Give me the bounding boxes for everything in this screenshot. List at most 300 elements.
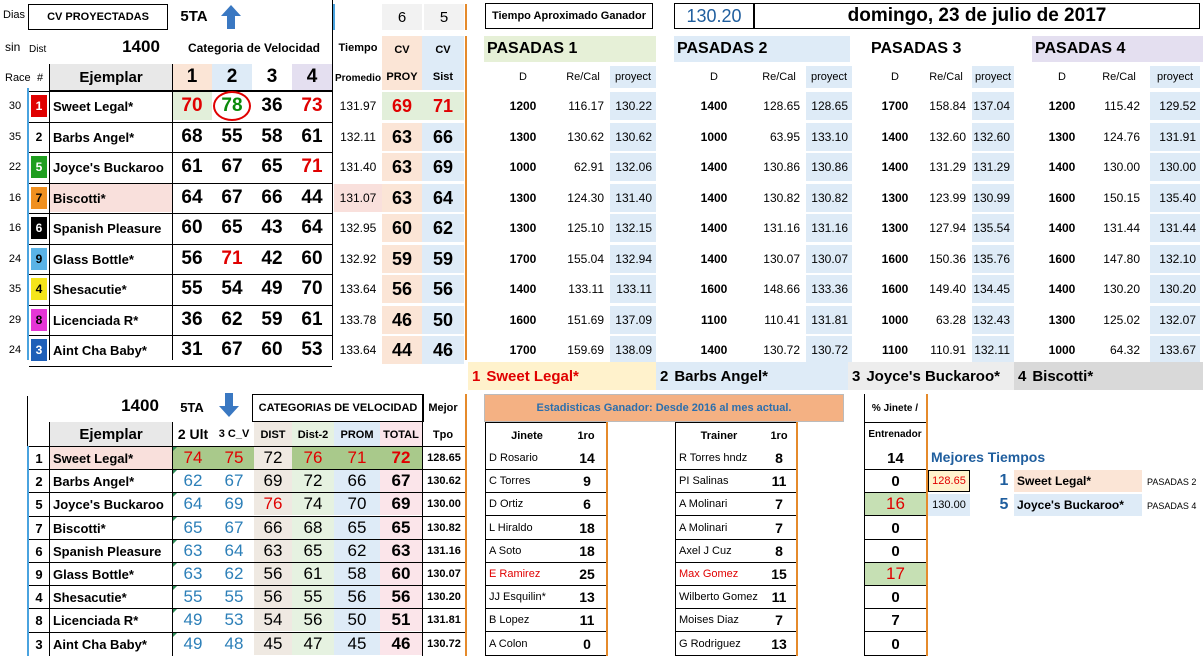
cv-sist: 56 <box>422 275 464 303</box>
speed-cat-4: 44 <box>301 187 323 208</box>
dist2-value: 47 <box>292 633 334 655</box>
program-number-badge: 1 <box>31 95 47 117</box>
horse-name[interactable]: Joyce's Buckaroo <box>53 159 164 175</box>
sin-label: sin <box>5 40 21 54</box>
pasada-proyect: 134.45 <box>972 275 1014 303</box>
pasada-proyect: 131.44 <box>1150 214 1200 242</box>
program-number-badge: 8 <box>31 309 47 331</box>
race-number: 35 <box>8 283 22 295</box>
bottom-horse-name[interactable]: Aint Cha Baby* <box>53 636 147 652</box>
pasadas-4-subheader: D <box>1058 71 1066 83</box>
speed-cat-2: 55 <box>221 126 243 147</box>
cv-proy: 59 <box>382 245 422 273</box>
ult2-value: 64 <box>172 493 214 515</box>
pasada-distance: 1200 <box>1048 99 1076 113</box>
cv3-value: 53 <box>224 610 244 629</box>
mejor-tpo-value: 131.81 <box>427 614 461 626</box>
mejor-program-number: 1 <box>999 472 1009 489</box>
trainer-wins: 8 <box>775 543 783 559</box>
mejor-tpo-value: 130.20 <box>427 591 461 603</box>
categoria-label: Categoria de Velocidad <box>187 41 321 55</box>
speed-cat-1: 31 <box>181 339 203 360</box>
speed-cat-3: 42 <box>261 248 283 269</box>
bottom-horse-name[interactable]: Barbs Angel* <box>53 473 135 489</box>
ult2-value: 65 <box>172 517 214 539</box>
ranking-name: Barbs Angel* <box>674 367 768 385</box>
jinete-name: B Lopez <box>489 614 530 626</box>
tiempo-promedio: 133.78 <box>339 313 377 327</box>
speed-cat-4: 70 <box>301 278 323 299</box>
jinete-wins: 18 <box>579 543 595 559</box>
program-number-badge: 9 <box>31 248 47 270</box>
pasada-distance: 1000 <box>881 313 909 327</box>
cv-proy: 63 <box>382 123 422 151</box>
pasada-proyect: 130.07 <box>806 245 852 273</box>
tiempo-ganador-label: Tiempo Aproximado Ganador <box>485 3 653 29</box>
pasada-distance: 1300 <box>1048 130 1076 144</box>
bottom-program-number: 2 <box>35 473 43 489</box>
pasada-proyect: 133.36 <box>806 275 852 303</box>
pasada-proyect: 132.07 <box>1150 306 1200 334</box>
pasadas-header-2: PASADAS 2 <box>674 36 850 62</box>
cv3-value: 69 <box>224 494 244 513</box>
speed-cat-2: 71 <box>221 248 243 269</box>
mejor-pasada: PASADAS 2 <box>1147 477 1197 487</box>
pasada-proyect: 131.16 <box>806 214 852 242</box>
cv-proy: 46 <box>382 306 422 334</box>
pasada-proyect: 131.81 <box>806 306 852 334</box>
pasada-distance: 1600 <box>1048 191 1076 205</box>
pasada-proyect: 133.10 <box>806 123 852 151</box>
tpo-label: Tpo <box>432 429 454 441</box>
dist-value: 54 <box>254 609 292 631</box>
pasada-recal: 131.16 <box>763 221 800 235</box>
pasada-distance: 1300 <box>509 191 537 205</box>
pasada-proyect: 130.99 <box>972 184 1014 212</box>
col-dist: DIST <box>254 422 292 448</box>
mejor-program-number: 5 <box>999 496 1009 513</box>
pasadas-header-4: PASADAS 4 <box>1032 36 1203 62</box>
cv-proy: 63 <box>382 184 422 212</box>
pasada-distance: 1000 <box>700 130 728 144</box>
dist-value: 63 <box>254 540 292 562</box>
bottom-horse-name[interactable]: Spanish Pleasure <box>53 543 162 559</box>
tiempo-ganador-value: 130.20 <box>674 3 754 29</box>
speed-cat-2: 62 <box>221 309 243 330</box>
pasada-distance: 1400 <box>1048 221 1076 235</box>
cv3-value: 62 <box>224 564 244 583</box>
speed-cat-1: 55 <box>181 278 203 299</box>
speed-cat-2: 65 <box>221 217 243 238</box>
horse-name[interactable]: Sweet Legal* <box>50 92 172 120</box>
dist-value: 69 <box>254 470 292 492</box>
speed-cat-3: 65 <box>261 156 283 177</box>
pasada-recal: 124.30 <box>567 191 604 205</box>
pasada-recal: 155.04 <box>567 252 604 266</box>
horse-name[interactable]: Aint Cha Baby* <box>53 342 147 358</box>
proy-label: PROY <box>382 64 422 90</box>
bottom-horse-name[interactable]: Joyce's Buckaroo <box>53 496 164 512</box>
prom-value: 66 <box>334 470 380 492</box>
col-prom: PROM <box>334 422 380 448</box>
pasadas-1-subheader: Re/Cal <box>566 71 600 83</box>
cat-col-1: 1 <box>172 64 212 90</box>
pasada-proyect: 131.91 <box>1150 123 1200 151</box>
horse-name[interactable]: Biscotti* <box>50 184 172 212</box>
jinete-wins: 0 <box>583 636 591 652</box>
dist2-value: 56 <box>292 609 334 631</box>
jinete-header: Jinete <box>511 430 543 442</box>
pasada-distance: 1400 <box>509 282 537 296</box>
pasadas-3-subheader: D <box>891 71 899 83</box>
trainer-wins: 7 <box>775 520 783 536</box>
pct-value: 14 <box>887 449 904 467</box>
pasadas-header-3: PASADAS 3 <box>868 36 1018 62</box>
pasada-distance: 1700 <box>881 99 909 113</box>
pasadas-1-subheader: D <box>519 71 527 83</box>
col-3cv: 3 C_V <box>218 428 250 440</box>
pasada-recal: 116.17 <box>568 99 604 113</box>
pasada-distance: 1100 <box>700 313 728 327</box>
pasada-recal: 128.65 <box>763 99 800 113</box>
ranking-name: Biscotti* <box>1032 367 1094 385</box>
trainer-name: Wilberto Gomez <box>679 591 758 603</box>
bottom-program-number: 8 <box>35 612 43 628</box>
pasada-recal: 150.15 <box>1103 191 1140 205</box>
pasada-proyect: 130.22 <box>610 92 656 120</box>
pasada-distance: 1400 <box>700 343 728 357</box>
program-number-badge: 3 <box>31 339 47 361</box>
horse-name[interactable]: Barbs Angel* <box>53 129 135 145</box>
cv3-value: 67 <box>224 471 244 490</box>
horse-name[interactable]: Shesacutie* <box>53 281 127 297</box>
prom-value: 50 <box>334 609 380 631</box>
bottom-horse-name[interactable]: Sweet Legal* <box>50 447 172 469</box>
race-number: 16 <box>8 192 22 204</box>
pct-value: 0 <box>891 472 900 490</box>
pasada-proyect: 132.06 <box>610 153 656 181</box>
pasada-proyect: 130.62 <box>610 123 656 151</box>
pasada-recal: 130.07 <box>763 252 800 266</box>
speed-cat-1: 36 <box>181 309 203 330</box>
race-number: 29 <box>8 314 22 326</box>
tiempo-promedio: 133.64 <box>339 343 377 357</box>
trainer-name: A Molinari <box>679 498 728 510</box>
race-number: 16 <box>8 222 22 234</box>
speed-cat-3: 58 <box>261 126 283 147</box>
pasada-distance: 1700 <box>509 252 537 266</box>
pasada-recal: 130.82 <box>763 191 800 205</box>
race-number: 24 <box>8 253 22 265</box>
mejor-tpo-value: 130.00 <box>427 498 461 510</box>
pasada-proyect: 130.82 <box>806 184 852 212</box>
trainer-name: PI Salinas <box>679 475 729 487</box>
pasadas-2-subheader: proyect <box>806 66 852 88</box>
dist-value: 45 <box>254 633 292 655</box>
pasada-distance: 1100 <box>881 343 909 357</box>
speed-cat-4: 64 <box>301 217 323 238</box>
total-value: 63 <box>380 540 422 562</box>
program-number-badge: 5 <box>31 156 47 178</box>
trainer-name: A Molinari <box>679 522 728 534</box>
ranking-item <box>848 362 1014 390</box>
tiempo-promedio: 132.11 <box>340 130 376 144</box>
pasada-distance: 1600 <box>700 282 728 296</box>
pasada-distance: 1300 <box>509 221 537 235</box>
total-value: 60 <box>380 563 422 585</box>
ult2-value: 74 <box>172 447 214 469</box>
num-col-header: # <box>36 72 44 84</box>
stats-title: Estadisticas Ganador: Desde 2016 al mes actual. <box>484 394 844 422</box>
pasada-recal: 62.91 <box>573 160 604 174</box>
pasada-distance: 1200 <box>509 99 537 113</box>
pct-value: 0 <box>891 542 900 560</box>
trainer-name: G Rodriguez <box>679 638 741 650</box>
pasada-recal: 159.69 <box>567 343 604 357</box>
trainer-wins: 11 <box>771 473 787 489</box>
pasadas-3-subheader: proyect <box>972 66 1014 88</box>
bottom-program-number: 7 <box>35 520 43 536</box>
pasada-distance: 1300 <box>881 221 909 235</box>
pasadas-3-subheader: Re/Cal <box>929 71 963 83</box>
pasadas-1-subheader: proyect <box>610 66 656 88</box>
pasada-distance: 1400 <box>1048 282 1076 296</box>
bottom-program-number: 5 <box>35 496 43 512</box>
trainer-wins: 7 <box>775 496 783 512</box>
pasada-recal: 63.95 <box>769 130 800 144</box>
cv-proy: 63 <box>382 153 422 181</box>
dist-value: 72 <box>254 447 292 469</box>
pasada-recal: 130.20 <box>1103 282 1140 296</box>
jinete-wins: 9 <box>583 473 591 489</box>
speed-cat-2: 67 <box>221 339 243 360</box>
pasada-distance: 1600 <box>881 252 909 266</box>
col-dist2: Dist-2 <box>292 422 334 448</box>
pasada-recal: 127.94 <box>929 221 966 235</box>
cv-sist: 59 <box>422 245 464 273</box>
pasada-distance: 1400 <box>881 130 909 144</box>
trainer-name: Axel J Cuz <box>679 545 732 557</box>
ult2-value: 49 <box>172 633 214 655</box>
entrenador-label: Entrenador <box>868 428 922 440</box>
dist2-value: 55 <box>292 586 334 608</box>
pasadas-4-subheader: Re/Cal <box>1102 71 1136 83</box>
categorias-velocidad-title: CATEGORIAS DE VELOCIDAD <box>252 394 424 422</box>
pasada-distance: 1300 <box>881 191 909 205</box>
speed-cat-3: 36 <box>261 95 283 116</box>
pasada-distance: 1600 <box>1048 252 1076 266</box>
race-number: 30 <box>8 100 22 112</box>
speed-cat-2: 78 <box>221 95 243 116</box>
jinete-name: D Rosario <box>489 452 538 464</box>
race-col-header: Race <box>5 72 31 84</box>
speed-cat-4: 60 <box>301 248 323 269</box>
prom-value: 65 <box>334 517 380 539</box>
program-number-badge: 7 <box>31 187 47 209</box>
pasada-recal: 130.62 <box>567 130 604 144</box>
trainer-name: R Torres hndz <box>679 452 748 464</box>
pasada-proyect: 130.72 <box>806 336 852 364</box>
pasada-proyect: 137.04 <box>972 92 1014 120</box>
pasada-distance: 1400 <box>700 191 728 205</box>
pasada-distance: 1400 <box>881 160 909 174</box>
pasada-recal: 125.02 <box>1103 313 1140 327</box>
ranking-item <box>1014 362 1203 390</box>
dist-label: Dist <box>29 43 47 55</box>
pasada-distance: 1400 <box>1048 160 1076 174</box>
pasada-proyect: 138.09 <box>610 336 656 364</box>
pct-value: 16 <box>865 493 926 515</box>
ult2-value: 63 <box>172 563 214 585</box>
bottom-horse-name[interactable]: Biscotti* <box>53 520 106 536</box>
total-value: 51 <box>380 609 422 631</box>
top-distance: 1400 <box>122 37 160 56</box>
jinete-wins: 25 <box>579 566 595 582</box>
tiempo-promedio: 131.07 <box>334 184 382 212</box>
speed-cat-2: 67 <box>221 156 243 177</box>
pasada-recal: 133.11 <box>568 282 604 296</box>
cv-label-1: CV <box>382 36 422 64</box>
col-total: TOTAL <box>380 422 422 448</box>
total-value: 72 <box>380 447 422 469</box>
program-number-badge: 2 <box>31 126 47 148</box>
speed-cat-1: 68 <box>181 126 203 147</box>
mejor-tpo-value: 130.07 <box>427 568 461 580</box>
pasada-proyect: 131.40 <box>610 184 656 212</box>
trainer-wins: 11 <box>771 589 787 605</box>
pasada-recal: 125.10 <box>567 221 604 235</box>
bottom-horse-name[interactable]: Glass Bottle* <box>53 566 134 582</box>
cv-sist: 46 <box>422 336 464 364</box>
pasada-recal: 131.29 <box>929 160 966 174</box>
speed-cat-1: 56 <box>181 248 203 269</box>
total-value: 65 <box>380 517 422 539</box>
jinete-wins: 18 <box>579 520 595 536</box>
horse-name[interactable]: Spanish Pleasure <box>53 220 162 236</box>
race-number: 22 <box>8 161 22 173</box>
bottom-horse-name[interactable]: Shesacutie* <box>53 589 127 605</box>
pasada-distance: 1000 <box>509 160 537 174</box>
dist2-value: 72 <box>292 470 334 492</box>
speed-cat-1: 61 <box>181 156 203 177</box>
total-value: 46 <box>380 633 422 655</box>
ult2-value: 62 <box>172 470 214 492</box>
arrow-down-icon <box>218 392 240 418</box>
horse-name[interactable]: Glass Bottle* <box>53 251 134 267</box>
pasada-recal: 64.32 <box>1109 343 1140 357</box>
mejor-pasada: PASADAS 4 <box>1147 501 1197 511</box>
pasada-proyect: 130.20 <box>1150 275 1200 303</box>
days-1: 6 <box>382 4 422 30</box>
ranking-name: Joyce's Buckaroo* <box>866 367 1000 385</box>
pasada-proyect: 128.65 <box>806 92 852 120</box>
pasada-proyect: 135.40 <box>1150 184 1200 212</box>
jinete-name: A Soto <box>489 545 522 557</box>
pasada-proyect: 132.60 <box>972 123 1014 151</box>
bottom-ejemplar-header: Ejemplar <box>50 422 172 446</box>
speed-cat-1: 70 <box>172 92 212 120</box>
mejor-label: Mejor <box>428 402 458 414</box>
pasadas-2-subheader: Re/Cal <box>762 71 796 83</box>
ranking-item <box>656 362 848 390</box>
trainer-1ro-header: 1ro <box>770 430 788 442</box>
pasada-proyect: 129.52 <box>1150 92 1200 120</box>
cat-col-3: 3 <box>266 66 278 87</box>
mejor-time: 130.00 <box>928 494 970 516</box>
mejor-tpo-value: 130.82 <box>427 522 461 534</box>
speed-cat-4: 61 <box>301 126 323 147</box>
pasada-recal: 110.91 <box>930 343 966 357</box>
prom-value: 62 <box>334 540 380 562</box>
cv-sist: 50 <box>422 306 464 334</box>
bottom-program-number: 4 <box>35 589 43 605</box>
speed-cat-3: 66 <box>261 187 283 208</box>
ranking-position: 3 <box>852 367 861 385</box>
pct-jinete-label: % Jinete / <box>871 402 919 414</box>
cv-label-2: CV <box>422 36 464 64</box>
total-value: 67 <box>380 470 422 492</box>
race-date: domingo, 23 de julio de 2017 <box>754 3 1200 29</box>
pasada-proyect: 132.10 <box>1150 245 1200 273</box>
bottom-distance: 1400 <box>121 396 159 415</box>
mejor-tpo-value: 131.16 <box>427 545 461 557</box>
trainer-wins: 8 <box>775 450 783 466</box>
dist2-value: 65 <box>292 540 334 562</box>
speed-cat-1: 64 <box>181 187 203 208</box>
ult2-value: 55 <box>172 586 214 608</box>
bottom-program-number: 6 <box>35 543 43 559</box>
pct-value: 0 <box>891 635 900 653</box>
cv-proy: 56 <box>382 275 422 303</box>
cat-col-4: 4 <box>292 64 332 90</box>
bottom-horse-name[interactable]: Licenciada R* <box>53 612 139 628</box>
trainer-name: Moises Diaz <box>679 614 739 626</box>
promedio-label: Promedio <box>334 72 382 84</box>
tiempo-promedio: 133.64 <box>339 282 377 296</box>
trainer-name: Max Gomez <box>679 568 739 580</box>
pasada-distance: 1400 <box>700 99 728 113</box>
race-name: 5TA <box>180 7 208 25</box>
pasada-proyect: 133.67 <box>1150 336 1200 364</box>
pasada-recal: 63.28 <box>935 313 966 327</box>
speed-cat-4: 73 <box>292 92 332 120</box>
bottom-race-name: 5TA <box>180 399 204 415</box>
mejor-tpo-value: 130.62 <box>427 475 461 487</box>
pasada-recal: 110.41 <box>764 313 800 327</box>
total-value: 56 <box>380 586 422 608</box>
jinete-name: L Hiraldo <box>489 522 533 534</box>
pasada-proyect: 131.29 <box>972 153 1014 181</box>
cv-proy: 44 <box>382 336 422 364</box>
trainer-header: Trainer <box>700 430 738 442</box>
ejemplar-header: Ejemplar <box>50 64 172 90</box>
pasadas-4-subheader: proyect <box>1150 66 1200 88</box>
pasada-recal: 147.80 <box>1103 252 1140 266</box>
ult2-value: 63 <box>172 540 214 562</box>
horse-name[interactable]: Licenciada R* <box>53 312 139 328</box>
prom-value: 70 <box>334 493 380 515</box>
speed-cat-2: 54 <box>221 278 243 299</box>
bottom-program-number: 3 <box>35 636 43 652</box>
pasada-recal: 123.99 <box>929 191 966 205</box>
speed-cat-4: 61 <box>301 309 323 330</box>
pasada-distance: 1400 <box>700 252 728 266</box>
ult2-value: 49 <box>172 609 214 631</box>
cv3-value: 64 <box>224 541 244 560</box>
speed-cat-3: 59 <box>261 309 283 330</box>
jinete-name: E Ramirez <box>489 568 541 580</box>
cv3-value: 48 <box>224 634 244 653</box>
